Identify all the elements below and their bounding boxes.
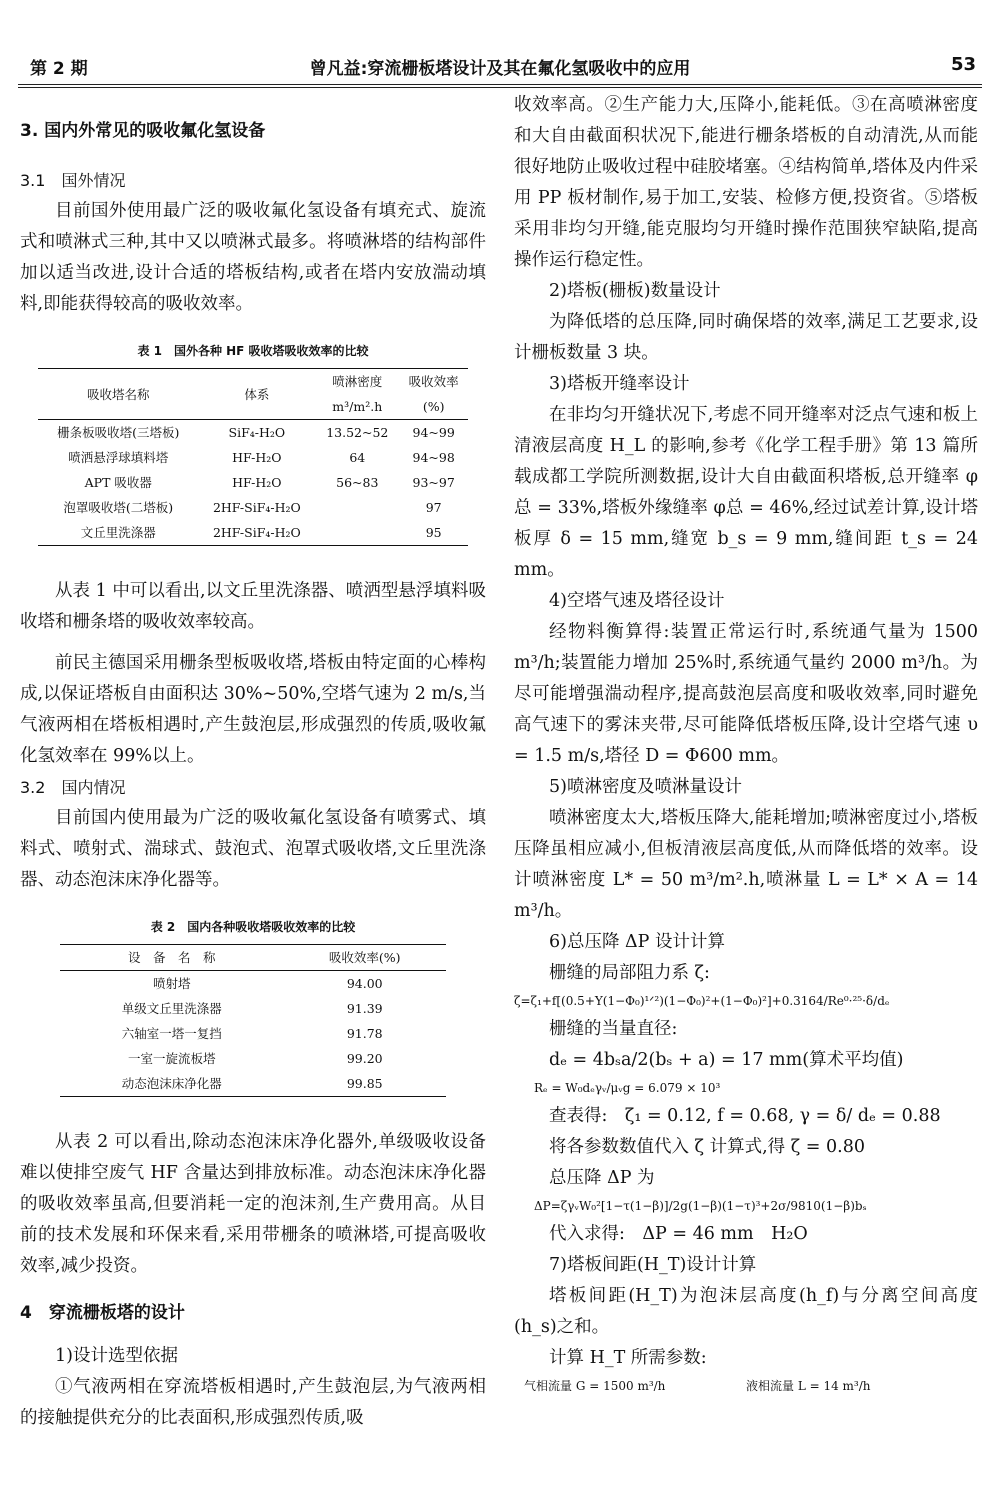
table-cell: 91.78 [346,1026,383,1041]
table-cell: 2HF-SiF₄-H₂O [199,520,316,546]
page-number: 53 [950,54,976,75]
table-1-header-density: 喷淋密度 [315,369,399,395]
table-row [38,445,468,470]
table-2-caption: 表 2 国内各种吸收塔吸收效率的比较 [150,920,356,934]
paragraph: 从表 1 中可以看出,以文丘里洗涤器、喷洒型悬浮填料吸收塔和栅条塔的吸收效率较高。 [20,581,486,632]
text-line: 总压降 ΔP 为 [549,1168,655,1188]
paragraph: 喷淋密度太大,塔板压降大,能耗增加;喷淋密度过小,塔板压降虽相应减小,但板清液层高度低,从而降低塔的效率。设计喷淋密度 L* = 50 m³/m².h,喷淋量 L = L* × A = 14 m³/h。 [514,808,978,921]
table-cell: 94.00 [346,976,383,991]
subsection-7-title: 7)塔板间距(H_T)设计计算 [549,1255,757,1275]
section-3-1-title: 3.1 国外情况 [20,171,126,190]
subsection-1-title: 1)设计选型依据 [55,1346,178,1366]
table-cell: 99.20 [346,1051,383,1066]
gas-flow: 气相流量 G = 1500 m³/h [524,1379,666,1393]
table-cell: 栅条板吸收塔(三塔板) [57,425,180,440]
table-cell: 64 [349,450,366,465]
text-line: 计算 H_T 所需参数: [549,1348,707,1368]
paragraph: 从表 2 可以看出,除动态泡沫床净化器外,单级吸收设备难以使排空废气 HF 含量达到排放标准。动态泡沫床净化器的吸收效率虽高,但要消耗一定的泡沫剂,生产费用高。从目前的技术发展和环保来看,采用带栅条的喷淋塔,可提高吸收效率,减少投资。 [20,1132,486,1276]
flow-rates [514,1374,978,1402]
table-cell: 2HF-SiF₄-H₂O [212,500,301,515]
table-2-header-eff: 吸收效率(%) [283,945,446,971]
table-cell: 单级文丘里洗涤器 [121,1001,222,1016]
liquid-flow: 液相流量 L = 14 m³/h [746,1379,871,1393]
subsection-4-title: 4)空塔气速及塔径设计 [549,591,725,611]
text-line: 代入求得: ΔP = 46 mm H₂O [549,1224,808,1244]
table-cell: APT 吸收器 [84,475,152,490]
table-row [60,1021,446,1046]
page-header [18,48,982,82]
table-1-caption: 表 1 国外各种 HF 吸收塔吸收效率的比较 [137,344,369,358]
equation-re: Rₑ = W₀dₑγᵥ/μᵥg = 6.079 × 10³ [534,1081,721,1095]
table-row [38,520,468,546]
paragraph: 经物料衡算得:装置正常运行时,系统通气量为 1500 m³/h;装置能力增加 25%时,系统通气量约 2000 m³/h。为尽可能增强湍动程序,提高鼓泡层高度和吸收效率,同时避免高气速下的雾沫夹带,尽可能降低塔板压降,设计空塔气速 υ = 1.5 m/s,塔径 D = Φ600 mm。 [514,622,978,766]
table-cell: HF-H₂O [232,475,282,490]
section-3-2-title: 3.2 国内情况 [20,778,126,797]
paragraph: 为降低塔的总压降,同时确保塔的效率,满足工艺要求,设计栅板数量 3 块。 [514,312,978,363]
text-line: 栅缝的当量直径: [549,1019,678,1039]
table-row [60,1071,446,1097]
table-1-header-system: 体系 [199,369,316,420]
table-2-grid [60,944,446,1097]
table-cell: 91.39 [346,1001,383,1016]
table-cell: 一室一旋流板塔 [127,1051,216,1066]
equation-zeta: ζ=ζ₁+f[(0.5+Y(1−Φ₀)¹ᐟ²)(1−Φ₀)²+(1−Φ₀)²]+0.3164/Re⁰·²⁵·δ/dₑ [514,994,890,1008]
table-cell: 喷射塔 [152,976,191,991]
paragraph: 目前国内使用最为广泛的吸收氟化氢设备有喷雾式、填料式、喷射式、湍球式、鼓泡式、泡罩式吸收塔,文丘里洗涤器、动态泡沫床净化器等。 [20,808,486,890]
table-cell [315,495,399,520]
table-row [60,971,446,997]
paragraph: 塔板间距(H_T)为泡沫层高度(h_f)与分离空间高度(h_s)之和。 [514,1286,978,1337]
table-cell: SiF₄-H₂O [228,425,286,440]
table-row [60,996,446,1021]
section-4-title: 4 穿流栅板塔的设计 [20,1303,185,1323]
left-column [20,90,486,1434]
issue-number: 第 2 期 [30,59,88,79]
section-3-title: 3. 国内外常见的吸收氟化氢设备 [20,121,266,141]
table-1-header-name: 吸收塔名称 [38,369,199,420]
table-1 [20,342,486,546]
paragraph: 收效率高。②生产能力大,压降小,能耗低。③在高喷淋密度和大自由截面积状况下,能进行栅条塔板的自动清洗,从而能很好地防止吸收过程中硅胶堵塞。④结构简单,塔体及内件采用 PP 板材制作,易于加工,安装、检修方便,投资省。⑤塔板采用非均匀开缝,能克服均匀开缝时操作范围狭窄缺陷,提高操作运行稳定性。 [514,95,978,270]
text-line: 将各参数数值代入 ζ 计算式,得 ζ = 0.80 [549,1137,865,1157]
paragraph: 前民主德国采用栅条型板吸收塔,塔板由特定面的心棒构成,以保证塔板自由面积达 30%~50%,空塔气速为 2 m/s,当气液两相在塔板相遇时,产生鼓泡层,形成强烈的传质,吸收氟化氢效率在 99%以上。 [20,653,486,766]
table-cell: 97 [425,500,442,515]
table-cell: 六轴室一塔一复挡 [121,1026,222,1041]
equation-dp: ΔP=ζγᵥW₀²[1−τ(1−β)]/2g(1−β)(1−τ)³+2σ/9810(1−β)bₛ [534,1199,867,1213]
header-rule-thin [18,87,982,88]
table-2-header-name: 设 备 名 称 [60,945,283,971]
running-title: 曾凡益:穿流栅板塔设计及其在氟化氢吸收中的应用 [309,59,691,79]
table-cell: 95 [399,520,468,546]
header-rule [18,84,982,85]
table-1-header-eff: 吸收效率 [399,369,468,395]
text-line: 栅缝的局部阻力系 ζ: [549,963,710,983]
table-cell: 94~99 [412,425,455,440]
subsection-5-title: 5)喷淋密度及喷淋量设计 [549,777,742,797]
right-column [514,90,978,1402]
table-cell: 56~83 [336,475,379,490]
table-cell: 动态泡沫床净化器 [60,1071,283,1097]
table-cell [315,520,399,546]
text-line: 查表得: ζ₁ = 0.12, f = 0.68, γ = δ/ dₑ = 0.88 [549,1106,941,1126]
subsection-3-title: 3)塔板开缝率设计 [549,374,690,394]
subsection-6-title: 6)总压降 ΔP 设计计算 [549,932,725,952]
paragraph: ①气液两相在穿流塔板相遇时,产生鼓泡层,为气液两相的接触提供充分的比表面积,形成强烈传质,吸 [20,1377,486,1428]
table-1-header-eff-unit: (%) [399,394,468,420]
table-row [38,495,468,520]
table-cell: 99.85 [283,1071,446,1097]
table-2 [20,918,486,1097]
paragraph: 在非均匀开缝状况下,考虑不同开缝率对泛点气速和板上清液层高度 H_L 的影响,参考《化学工程手册》第 13 篇所载成都工学院所测数据,设计大自由截面积塔板,总开缝率 φ总 = 33%,塔板外缘缝率 φ总 = 46%,经过试差计算,设计塔板厚 δ = 15 mm,缝宽 b_s = 9 mm,缝间距 t_s = 24 mm。 [514,405,978,580]
table-1-header-density-unit: m³/m².h [315,394,399,420]
table-cell: 喷洒悬浮球填料塔 [68,450,169,465]
table-cell: HF-H₂O [232,450,282,465]
table-cell: 93~97 [412,475,455,490]
paragraph: 目前国外使用最广泛的吸收氟化氢设备有填充式、旋流式和喷淋式三种,其中又以喷淋式最多。将喷淋塔的结构部件加以适当改进,设计合适的塔板结构,或者在塔内安放湍动填料,即能获得较高的吸收效率。 [20,201,486,314]
table-row [60,1046,446,1071]
subsection-2-title: 2)塔板(栅板)数量设计 [549,281,721,301]
table-cell: 文丘里洗涤器 [38,520,199,546]
table-1-grid [38,368,468,546]
table-cell: 13.52~52 [326,425,389,440]
equation-de: dₑ = 4bₛa/2(bₛ + a) = 17 mm(算术平均值) [549,1050,904,1070]
table-cell: 94~98 [412,450,455,465]
table-row [38,420,468,446]
table-cell: 泡罩吸收塔(二塔板) [63,500,174,515]
table-row [38,470,468,495]
